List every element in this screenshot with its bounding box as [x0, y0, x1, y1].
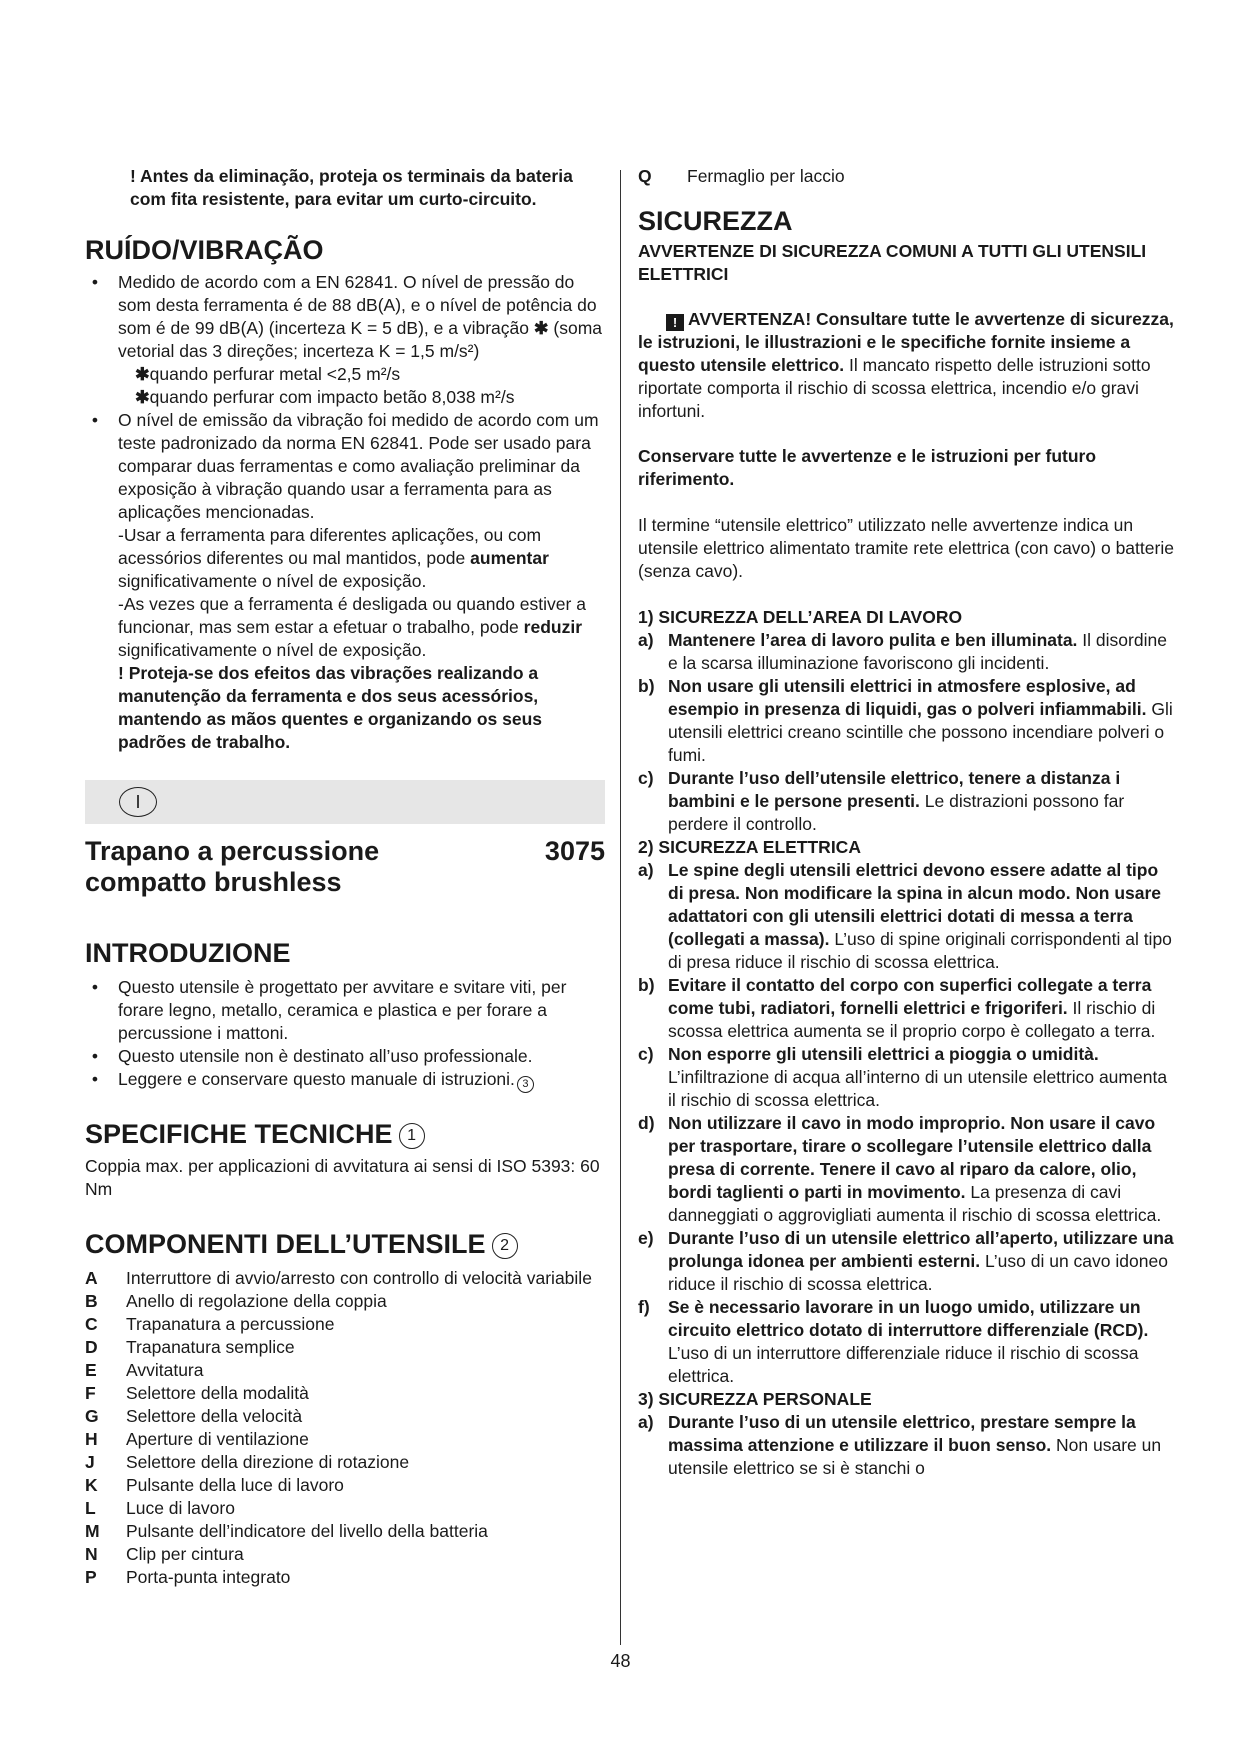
- list-item: • Questo utensile non è destinato all’uso professionale.: [91, 1046, 533, 1066]
- safety-heading: SICUREZZA: [638, 206, 793, 236]
- figure-ref-2: 2: [492, 1233, 518, 1259]
- list-item: c) Non esporre gli utensili elettrici a pioggia o umidità. L’infiltrazione di acqua all’interno di un utensile elettrico aumenta il rischio di scossa elettrica.: [638, 1044, 1168, 1110]
- product-model: 3075: [544, 836, 605, 866]
- list-item: a) Mantenere l’area di lavoro pulita e ben illuminata. Il disordine e la scarsa illuminazione favoriscono gli incidenti.: [638, 630, 1167, 673]
- component-item: F Selettore della modalità: [85, 1383, 309, 1403]
- noise-heading: RUÍDO/VIBRAÇÃO: [85, 235, 324, 265]
- component-item: C Trapanatura a percussione: [85, 1314, 335, 1334]
- list-item: d) Non utilizzare il cavo in modo improprio. Non usare il cavo per trasportare, tirare o scollegare l’utensile elettrico dalla presa di corrente. Tenere il cavo al riparo da calore, olio, bordi taglienti o parti in movimento. La presenza di cavi danneggiati o aggrovigliati aumenta il rischio di scossa elettrica.: [638, 1113, 1162, 1225]
- component-item: B Anello di regolazione della coppia: [85, 1291, 387, 1311]
- star-line-2: ✱quando perfurar com impacto betão 8,038 m²/s: [135, 387, 515, 407]
- product-title: Trapano a percussione compatto brushless: [85, 836, 380, 897]
- page-number: 48: [610, 1651, 631, 1671]
- general-warning: ! AVVERTENZA! Consultare tutte le avvertenze di sicurezza, le istruzioni, le illustrazioni e le specifiche fornite insieme a questo utensile elettrico. Il mancato rispetto delle istruzioni sotto riportate comporta il rischio di scossa elettrica, incendio e/o gravi infortuni.: [638, 309, 1174, 421]
- asterisk-icon: ✱: [135, 364, 150, 384]
- component-item: J Selettore della direzione di rotazione: [85, 1452, 410, 1472]
- vibration-protect-warning: ! Proteja-se dos efeitos das vibrações realizando a manutenção da ferramenta e dos seus acessórios, mantendo as mãos quentes e organizando os seus padrões de trabalho.: [118, 663, 542, 752]
- column-divider: [620, 170, 621, 1645]
- product-title-row: [85, 836, 605, 898]
- component-item: M Pulsante dell’indicatore del livello della batteria: [85, 1521, 488, 1541]
- battery-warning: ! Antes da eliminação, proteja os terminais da bateria com fita resistente, para evitar um curto-circuito.: [130, 166, 573, 209]
- intro-list: [85, 976, 605, 1093]
- list-item: • Leggere e conservare questo manuale di istruzioni. 3: [85, 1068, 605, 1093]
- noise-list-2: [85, 409, 605, 524]
- term-definition: Il termine “utensile elettrico” utilizzato nelle avvertenze indica un utensile elettrico alimentato tramite rete elettrica (con cavo) o batterie (senza cavo).: [638, 515, 1174, 581]
- section-electrical: 2) SICUREZZA ELETTRICA: [638, 837, 861, 857]
- component-item: L Luce di lavoro: [85, 1498, 235, 1518]
- list-item: • O nível de emissão da vibração foi medido de acordo com um teste padronizado da norma EN 62841. Pode ser usado para comparar duas ferramentas e como avaliação preliminar da exposição à vibração quando usar a ferramenta para as aplicações mencionadas.: [91, 410, 599, 522]
- right-column: [638, 165, 1178, 1480]
- language-bar: [85, 780, 605, 824]
- figure-ref-1: 1: [399, 1123, 425, 1149]
- list-item: c) Durante l’uso dell’utensile elettrico, tenere a distanza i bambini e le persone presenti. Le distrazioni possono far perdere il controllo.: [638, 768, 1125, 834]
- component-item: K Pulsante della luce di lavoro: [85, 1475, 344, 1495]
- component-item: H Aperture di ventilazione: [85, 1429, 309, 1449]
- component-item: N Clip per cintura: [85, 1544, 244, 1564]
- components-heading: COMPONENTI DELL’UTENSILE 2: [85, 1227, 605, 1261]
- components-list: [85, 1267, 605, 1589]
- asterisk-icon: ✱: [135, 387, 150, 407]
- list-item: a) Le spine degli utensili elettrici devono essere adatte al tipo di presa. Non modificare la spina in alcun modo. Non usare adattatori con gli utensili elettrici dotati di messa a terra (collegati a massa). L’uso di spine originali corrispondenti al tipo di presa riduce il rischio di scossa elettrica.: [638, 860, 1172, 972]
- list-item: e) Durante l’uso di un utensile elettrico all’aperto, utilizzare una prolunga idonea per ambienti esterni. L’uso di un cavo idoneo riduce il rischio di scossa elettrica.: [638, 1228, 1174, 1294]
- spec-heading: SPECIFICHE TECNICHE 1: [85, 1117, 605, 1151]
- section-personal: 3) SICUREZZA PERSONALE: [638, 1389, 872, 1409]
- component-item: G Selettore della velocità: [85, 1406, 303, 1426]
- asterisk-icon: ✱: [533, 318, 549, 338]
- list-item: b) Evitare il contatto del corpo con superfici collegate a terra come tubi, radiatori, fornelli elettrici e frigoriferi. Il rischio di scossa elettrica aumenta se il proprio corpo è collegato a terra.: [638, 975, 1156, 1041]
- list-item: • Medido de acordo com a EN 62841. O nível de pressão do som desta ferramenta é de 88 dB(A), e o nível de potência do som é de 99 dB(A) (incerteza K = 5 dB), e a vibração ✱ (soma vetorial das 3 direções; incerteza K = 1,5 m/s²): [91, 272, 603, 361]
- language-badge: I: [119, 787, 157, 817]
- spec-text: Coppia max. per applicazioni di avvitatura ai sensi di ISO 5393: 60 Nm: [85, 1156, 600, 1199]
- intro-heading: INTRODUZIONE: [85, 938, 291, 968]
- component-item: D Trapanatura semplice: [85, 1337, 295, 1357]
- safety-subheading: AVVERTENZE DI SICUREZZA COMUNI A TUTTI GLI UTENSILI ELETTRICI: [638, 241, 1147, 284]
- list-item: • Questo utensile è progettato per avvitare e svitare viti, per forare legno, metallo, ceramica e plastica e per forare a percussione i mattoni.: [91, 977, 567, 1043]
- keep-instructions: Conservare tutte le avvertenze e le istruzioni per futuro riferimento.: [638, 446, 1097, 489]
- sub-note-2: -As vezes que a ferramenta é desligada ou quando estiver a funcionar, mas sem estar a efetuar o trabalho, pode reduzir significativamente o nível de exposição.: [118, 594, 586, 660]
- list-item: a) Durante l’uso di un utensile elettrico, prestare sempre la massima attenzione e utilizzare il buon senso. Non usare un utensile elettrico se si è stanchi o: [638, 1412, 1162, 1478]
- star-line-1: ✱quando perfurar metal <2,5 m²/s: [135, 364, 401, 384]
- left-column: [85, 165, 605, 1589]
- warning-icon: !: [666, 314, 684, 331]
- component-item: A Interruttore di avvio/arresto con controllo di velocità variabile: [85, 1268, 592, 1288]
- component-q: Q Fermaglio per laccio: [638, 166, 845, 186]
- figure-ref-3: 3: [517, 1076, 534, 1093]
- list-item: b) Non usare gli utensili elettrici in atmosfere esplosive, ad esempio in presenza di liquidi, gas o polveri infiammabili. Gli utensili elettrici creano scintille che possono incendiare polveri o fumi.: [638, 676, 1173, 765]
- sub-note-1: -Usar a ferramenta para diferentes aplicações, ou com acessórios diferentes ou mal mantidos, pode aumentar significativamente o nível de exposição.: [118, 525, 549, 591]
- component-item: P Porta-punta integrato: [85, 1567, 291, 1587]
- component-item: E Avvitatura: [85, 1360, 204, 1380]
- list-item: f) Se è necessario lavorare in un luogo umido, utilizzare un circuito elettrico dotato di interruttore differenziale (RCD). L’uso di un interruttore differenziale riduce il rischio di scossa elettrica.: [638, 1297, 1149, 1386]
- section-work-area: 1) SICUREZZA DELL’AREA DI LAVORO: [638, 607, 963, 627]
- noise-list: [85, 271, 605, 363]
